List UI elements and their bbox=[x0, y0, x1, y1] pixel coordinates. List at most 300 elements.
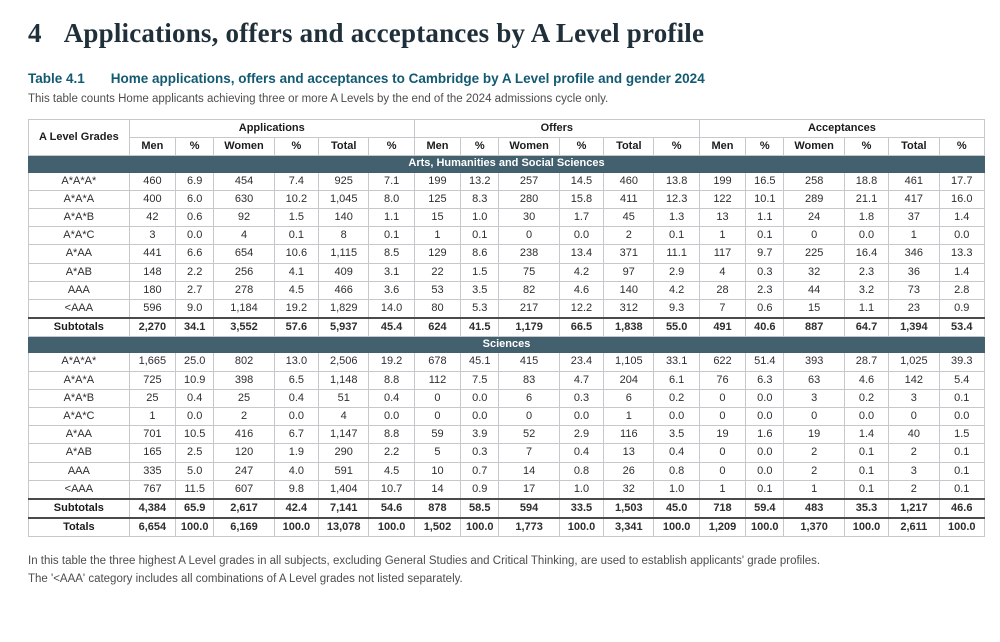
value-cell: 622 bbox=[699, 353, 745, 371]
value-cell: 33.1 bbox=[654, 353, 699, 371]
value-cell: 483 bbox=[784, 499, 844, 518]
value-cell: 142 bbox=[889, 371, 939, 389]
value-cell: 0.0 bbox=[844, 408, 888, 426]
value-cell: 117 bbox=[699, 245, 745, 263]
value-cell: 0.0 bbox=[746, 408, 784, 426]
value-cell: 2.5 bbox=[176, 444, 214, 462]
value-cell: 14.5 bbox=[559, 172, 603, 190]
value-cell: 678 bbox=[414, 353, 460, 371]
value-cell: 607 bbox=[214, 480, 274, 499]
col-header-pct: % bbox=[274, 138, 318, 156]
value-cell: 718 bbox=[699, 499, 745, 518]
grade-label: A*AA bbox=[29, 426, 130, 444]
value-cell: 12.3 bbox=[654, 190, 699, 208]
grade-row bbox=[29, 389, 985, 407]
value-cell: 0.1 bbox=[939, 389, 984, 407]
value-cell: 1 bbox=[784, 480, 844, 499]
value-cell: 0.1 bbox=[654, 227, 699, 245]
value-cell: 1,502 bbox=[414, 518, 460, 537]
value-cell: 0.1 bbox=[939, 480, 984, 499]
value-cell: 34.1 bbox=[176, 318, 214, 337]
value-cell: 1.9 bbox=[274, 444, 318, 462]
value-cell: 0.0 bbox=[369, 408, 414, 426]
value-cell: 51.4 bbox=[746, 353, 784, 371]
grade-label: A*AB bbox=[29, 263, 130, 281]
value-cell: 83 bbox=[499, 371, 559, 389]
grade-row bbox=[29, 263, 985, 281]
value-cell: 13.8 bbox=[654, 172, 699, 190]
grade-label: A*A*A bbox=[29, 190, 130, 208]
value-cell: 0.0 bbox=[746, 444, 784, 462]
value-cell: 0.0 bbox=[746, 462, 784, 480]
value-cell: 0.1 bbox=[746, 227, 784, 245]
value-cell: 7.1 bbox=[369, 172, 414, 190]
value-cell: 120 bbox=[214, 444, 274, 462]
value-cell: 0.1 bbox=[369, 227, 414, 245]
value-cell: 0.8 bbox=[654, 462, 699, 480]
value-cell: 59 bbox=[414, 426, 460, 444]
grade-label: AAA bbox=[29, 281, 130, 299]
value-cell: 26 bbox=[604, 462, 654, 480]
value-cell: 280 bbox=[499, 190, 559, 208]
value-cell: 0.1 bbox=[939, 444, 984, 462]
value-cell: 1,115 bbox=[319, 245, 369, 263]
value-cell: 1,179 bbox=[499, 318, 559, 337]
value-cell: 0.4 bbox=[654, 444, 699, 462]
value-cell: 1.5 bbox=[274, 208, 318, 226]
value-cell: 204 bbox=[604, 371, 654, 389]
value-cell: 2 bbox=[604, 227, 654, 245]
value-cell: 23 bbox=[889, 299, 939, 318]
value-cell: 1.1 bbox=[746, 208, 784, 226]
value-cell: 100.0 bbox=[369, 518, 414, 537]
value-cell: 4.0 bbox=[274, 462, 318, 480]
value-cell: 44 bbox=[784, 281, 844, 299]
value-cell: 12.2 bbox=[559, 299, 603, 318]
value-cell: 290 bbox=[319, 444, 369, 462]
value-cell: 0.1 bbox=[844, 462, 888, 480]
grade-row bbox=[29, 462, 985, 480]
value-cell: 0.6 bbox=[746, 299, 784, 318]
footnotes bbox=[28, 553, 972, 589]
value-cell: 4.5 bbox=[274, 281, 318, 299]
value-cell: 2.2 bbox=[369, 444, 414, 462]
value-cell: 2 bbox=[889, 444, 939, 462]
grade-row bbox=[29, 245, 985, 263]
value-cell: 15 bbox=[784, 299, 844, 318]
value-cell: 0.0 bbox=[461, 408, 499, 426]
value-cell: 0.9 bbox=[461, 480, 499, 499]
value-cell: 0.0 bbox=[461, 389, 499, 407]
value-cell: 148 bbox=[129, 263, 175, 281]
value-cell: 0.0 bbox=[559, 227, 603, 245]
grade-label: A*A*A bbox=[29, 371, 130, 389]
page-title bbox=[28, 18, 972, 49]
table-caption bbox=[28, 71, 972, 86]
value-cell: 7,141 bbox=[319, 499, 369, 518]
value-cell: 4.5 bbox=[369, 462, 414, 480]
value-cell: 97 bbox=[604, 263, 654, 281]
value-cell: 4.6 bbox=[559, 281, 603, 299]
value-cell: 1,209 bbox=[699, 518, 745, 537]
grade-label: <AAA bbox=[29, 480, 130, 499]
value-cell: 23.4 bbox=[559, 353, 603, 371]
grade-row bbox=[29, 172, 985, 190]
value-cell: 5.4 bbox=[939, 371, 984, 389]
value-cell: 1 bbox=[414, 227, 460, 245]
value-cell: 0.3 bbox=[461, 444, 499, 462]
value-cell: 6.6 bbox=[176, 245, 214, 263]
value-cell: 398 bbox=[214, 371, 274, 389]
value-cell: 0 bbox=[499, 227, 559, 245]
value-cell: 1 bbox=[699, 480, 745, 499]
value-cell: 6,654 bbox=[129, 518, 175, 537]
value-cell: 802 bbox=[214, 353, 274, 371]
col-header-women: Women bbox=[499, 138, 559, 156]
table-subtitle: This table counts Home applicants achieving three or more A Levels by the end of the 2024 admissions cycle only. bbox=[28, 93, 609, 105]
value-cell: 2,617 bbox=[214, 499, 274, 518]
value-cell: 1,105 bbox=[604, 353, 654, 371]
value-cell: 460 bbox=[129, 172, 175, 190]
subtotals-row bbox=[29, 499, 985, 518]
value-cell: 9.3 bbox=[654, 299, 699, 318]
value-cell: 3.2 bbox=[844, 281, 888, 299]
value-cell: 41.5 bbox=[461, 318, 499, 337]
value-cell: 1,147 bbox=[319, 426, 369, 444]
value-cell: 13 bbox=[699, 208, 745, 226]
value-cell: 0.1 bbox=[844, 480, 888, 499]
grade-label: A*A*A* bbox=[29, 353, 130, 371]
value-cell: 100.0 bbox=[176, 518, 214, 537]
subheader-row bbox=[29, 138, 985, 156]
value-cell: 2 bbox=[889, 480, 939, 499]
value-cell: 1.1 bbox=[369, 208, 414, 226]
value-cell: 0 bbox=[699, 389, 745, 407]
value-cell: 0.3 bbox=[559, 389, 603, 407]
value-cell: 14.0 bbox=[369, 299, 414, 318]
value-cell: 9.0 bbox=[176, 299, 214, 318]
value-cell: 13.3 bbox=[939, 245, 984, 263]
value-cell: 100.0 bbox=[274, 518, 318, 537]
value-cell: 6 bbox=[604, 389, 654, 407]
value-cell: 701 bbox=[129, 426, 175, 444]
value-cell: 10.1 bbox=[746, 190, 784, 208]
value-cell: 2,506 bbox=[319, 353, 369, 371]
value-cell: 5,937 bbox=[319, 318, 369, 337]
value-cell: 2.9 bbox=[559, 426, 603, 444]
value-cell: 1,045 bbox=[319, 190, 369, 208]
col-header-women: Women bbox=[214, 138, 274, 156]
value-cell: 36 bbox=[889, 263, 939, 281]
value-cell: 3,341 bbox=[604, 518, 654, 537]
value-cell: 3.5 bbox=[461, 281, 499, 299]
value-cell: 92 bbox=[214, 208, 274, 226]
value-cell: 725 bbox=[129, 371, 175, 389]
value-cell: 1.0 bbox=[559, 480, 603, 499]
value-cell: 346 bbox=[889, 245, 939, 263]
value-cell: 24 bbox=[784, 208, 844, 226]
value-cell: 22 bbox=[414, 263, 460, 281]
value-cell: 6,169 bbox=[214, 518, 274, 537]
value-cell: 57.6 bbox=[274, 318, 318, 337]
value-cell: 1,370 bbox=[784, 518, 844, 537]
value-cell: 8.5 bbox=[369, 245, 414, 263]
grade-row bbox=[29, 444, 985, 462]
value-cell: 4 bbox=[319, 408, 369, 426]
value-cell: 66.5 bbox=[559, 318, 603, 337]
value-cell: 1,665 bbox=[129, 353, 175, 371]
grade-label: Subtotals bbox=[29, 318, 130, 337]
value-cell: 15.8 bbox=[559, 190, 603, 208]
value-cell: 10 bbox=[414, 462, 460, 480]
value-cell: 4.2 bbox=[654, 281, 699, 299]
grade-row bbox=[29, 281, 985, 299]
group-header-row bbox=[29, 120, 985, 138]
value-cell: 596 bbox=[129, 299, 175, 318]
value-cell: 42.4 bbox=[274, 499, 318, 518]
value-cell: 17 bbox=[499, 480, 559, 499]
value-cell: 1.1 bbox=[844, 299, 888, 318]
col-header-women: Women bbox=[784, 138, 844, 156]
value-cell: 100.0 bbox=[654, 518, 699, 537]
value-cell: 14 bbox=[414, 480, 460, 499]
value-cell: 10.7 bbox=[369, 480, 414, 499]
value-cell: 5 bbox=[414, 444, 460, 462]
value-cell: 40.6 bbox=[746, 318, 784, 337]
value-cell: 1,025 bbox=[889, 353, 939, 371]
value-cell: 13 bbox=[604, 444, 654, 462]
value-cell: 8.8 bbox=[369, 371, 414, 389]
value-cell: 73 bbox=[889, 281, 939, 299]
value-cell: 1 bbox=[129, 408, 175, 426]
value-cell: 1.0 bbox=[654, 480, 699, 499]
grade-row bbox=[29, 371, 985, 389]
value-cell: 25 bbox=[129, 389, 175, 407]
value-cell: 2.2 bbox=[176, 263, 214, 281]
value-cell: 122 bbox=[699, 190, 745, 208]
value-cell: 4 bbox=[699, 263, 745, 281]
value-cell: 7.5 bbox=[461, 371, 499, 389]
value-cell: 0.0 bbox=[939, 227, 984, 245]
value-cell: 64.7 bbox=[844, 318, 888, 337]
value-cell: 624 bbox=[414, 318, 460, 337]
value-cell: 116 bbox=[604, 426, 654, 444]
value-cell: 11.1 bbox=[654, 245, 699, 263]
value-cell: 0.3 bbox=[746, 263, 784, 281]
value-cell: 10.6 bbox=[274, 245, 318, 263]
value-cell: 0 bbox=[784, 408, 844, 426]
value-cell: 1.5 bbox=[461, 263, 499, 281]
value-cell: 925 bbox=[319, 172, 369, 190]
value-cell: 3 bbox=[889, 462, 939, 480]
value-cell: 0.4 bbox=[176, 389, 214, 407]
value-cell: 55.0 bbox=[654, 318, 699, 337]
value-cell: 6.5 bbox=[274, 371, 318, 389]
value-cell: 25.0 bbox=[176, 353, 214, 371]
totals-row bbox=[29, 518, 985, 537]
value-cell: 0.0 bbox=[559, 408, 603, 426]
value-cell: 1,773 bbox=[499, 518, 559, 537]
value-cell: 3.9 bbox=[461, 426, 499, 444]
row-header-label: A Level Grades bbox=[29, 120, 130, 156]
table-title: Home applications, offers and acceptances to Cambridge by A Level profile and gender 2024 bbox=[110, 71, 705, 86]
value-cell: 0.1 bbox=[274, 227, 318, 245]
grade-row bbox=[29, 353, 985, 371]
footnote-2: The '<AAA' category includes all combinations of A Level grades not listed separately. bbox=[28, 573, 463, 586]
value-cell: 1 bbox=[604, 408, 654, 426]
value-cell: 140 bbox=[319, 208, 369, 226]
value-cell: 6.9 bbox=[176, 172, 214, 190]
value-cell: 10.2 bbox=[274, 190, 318, 208]
value-cell: 416 bbox=[214, 426, 274, 444]
value-cell: 5.3 bbox=[461, 299, 499, 318]
value-cell: 100.0 bbox=[461, 518, 499, 537]
value-cell: 1.4 bbox=[844, 426, 888, 444]
col-header-men: Men bbox=[699, 138, 745, 156]
grade-label: A*A*C bbox=[29, 227, 130, 245]
value-cell: 217 bbox=[499, 299, 559, 318]
col-header-pct: % bbox=[369, 138, 414, 156]
value-cell: 238 bbox=[499, 245, 559, 263]
value-cell: 0.0 bbox=[746, 389, 784, 407]
value-cell: 0.2 bbox=[844, 389, 888, 407]
value-cell: 1.3 bbox=[654, 208, 699, 226]
col-header-total: Total bbox=[604, 138, 654, 156]
value-cell: 4,384 bbox=[129, 499, 175, 518]
value-cell: 51 bbox=[319, 389, 369, 407]
value-cell: 225 bbox=[784, 245, 844, 263]
value-cell: 0 bbox=[699, 408, 745, 426]
value-cell: 1,829 bbox=[319, 299, 369, 318]
value-cell: 3.6 bbox=[369, 281, 414, 299]
value-cell: 19.2 bbox=[369, 353, 414, 371]
section-band-label: Sciences bbox=[29, 337, 985, 353]
value-cell: 257 bbox=[499, 172, 559, 190]
value-cell: 0.8 bbox=[559, 462, 603, 480]
value-cell: 312 bbox=[604, 299, 654, 318]
value-cell: 0.9 bbox=[939, 299, 984, 318]
grade-row bbox=[29, 480, 985, 499]
value-cell: 1,394 bbox=[889, 318, 939, 337]
value-cell: 454 bbox=[214, 172, 274, 190]
value-cell: 591 bbox=[319, 462, 369, 480]
value-cell: 129 bbox=[414, 245, 460, 263]
value-cell: 0.0 bbox=[654, 408, 699, 426]
value-cell: 1.4 bbox=[939, 263, 984, 281]
value-cell: 3 bbox=[129, 227, 175, 245]
value-cell: 180 bbox=[129, 281, 175, 299]
col-header-pct: % bbox=[176, 138, 214, 156]
table-label: Table 4.1 bbox=[28, 71, 85, 86]
value-cell: 1,503 bbox=[604, 499, 654, 518]
value-cell: 415 bbox=[499, 353, 559, 371]
col-header-pct: % bbox=[746, 138, 784, 156]
value-cell: 654 bbox=[214, 245, 274, 263]
col-header-pct: % bbox=[654, 138, 699, 156]
value-cell: 289 bbox=[784, 190, 844, 208]
value-cell: 32 bbox=[604, 480, 654, 499]
value-cell: 2 bbox=[784, 444, 844, 462]
value-cell: 2.3 bbox=[844, 263, 888, 281]
value-cell: 4.2 bbox=[559, 263, 603, 281]
value-cell: 0.0 bbox=[176, 408, 214, 426]
value-cell: 4.6 bbox=[844, 371, 888, 389]
value-cell: 13,078 bbox=[319, 518, 369, 537]
value-cell: 199 bbox=[414, 172, 460, 190]
value-cell: 0 bbox=[414, 408, 460, 426]
value-cell: 15 bbox=[414, 208, 460, 226]
value-cell: 3,552 bbox=[214, 318, 274, 337]
value-cell: 45.4 bbox=[369, 318, 414, 337]
value-cell: 46.6 bbox=[939, 499, 984, 518]
section-band-sciences bbox=[29, 337, 985, 353]
value-cell: 0 bbox=[699, 444, 745, 462]
subtotals-row bbox=[29, 318, 985, 337]
value-cell: 409 bbox=[319, 263, 369, 281]
value-cell: 28.7 bbox=[844, 353, 888, 371]
value-cell: 35.3 bbox=[844, 499, 888, 518]
value-cell: 19.2 bbox=[274, 299, 318, 318]
value-cell: 13.0 bbox=[274, 353, 318, 371]
col-header-pct: % bbox=[461, 138, 499, 156]
value-cell: 10.9 bbox=[176, 371, 214, 389]
value-cell: 256 bbox=[214, 263, 274, 281]
value-cell: 0.0 bbox=[176, 227, 214, 245]
value-cell: 10.5 bbox=[176, 426, 214, 444]
grade-row bbox=[29, 227, 985, 245]
value-cell: 0 bbox=[414, 389, 460, 407]
value-cell: 53 bbox=[414, 281, 460, 299]
value-cell: 1,217 bbox=[889, 499, 939, 518]
value-cell: 1.0 bbox=[461, 208, 499, 226]
value-cell: 878 bbox=[414, 499, 460, 518]
value-cell: 0.0 bbox=[939, 408, 984, 426]
grade-label: A*AB bbox=[29, 444, 130, 462]
value-cell: 441 bbox=[129, 245, 175, 263]
value-cell: 0 bbox=[784, 227, 844, 245]
value-cell: 21.1 bbox=[844, 190, 888, 208]
value-cell: 8.8 bbox=[369, 426, 414, 444]
value-cell: 371 bbox=[604, 245, 654, 263]
value-cell: 16.5 bbox=[746, 172, 784, 190]
value-cell: 37 bbox=[889, 208, 939, 226]
col-header-men: Men bbox=[129, 138, 175, 156]
value-cell: 13.4 bbox=[559, 245, 603, 263]
section-number: 4 bbox=[28, 18, 42, 48]
value-cell: 14 bbox=[499, 462, 559, 480]
value-cell: 6.3 bbox=[746, 371, 784, 389]
value-cell: 3 bbox=[784, 389, 844, 407]
value-cell: 630 bbox=[214, 190, 274, 208]
value-cell: 2.8 bbox=[939, 281, 984, 299]
value-cell: 39.3 bbox=[939, 353, 984, 371]
value-cell: 19 bbox=[699, 426, 745, 444]
value-cell: 1.7 bbox=[559, 208, 603, 226]
value-cell: 8.6 bbox=[461, 245, 499, 263]
value-cell: 1,148 bbox=[319, 371, 369, 389]
value-cell: 100.0 bbox=[939, 518, 984, 537]
value-cell: 8.3 bbox=[461, 190, 499, 208]
value-cell: 25 bbox=[214, 389, 274, 407]
value-cell: 2.7 bbox=[176, 281, 214, 299]
footnote-1: In this table the three highest A Level grades in all subjects, excluding General Studies and Critical Thinking, are used to establish applicants' grade profiles. bbox=[28, 555, 821, 568]
value-cell: 100.0 bbox=[746, 518, 784, 537]
grades-table bbox=[28, 119, 985, 537]
value-cell: 7.4 bbox=[274, 172, 318, 190]
table-header bbox=[29, 120, 985, 156]
value-cell: 411 bbox=[604, 190, 654, 208]
value-cell: 2 bbox=[214, 408, 274, 426]
